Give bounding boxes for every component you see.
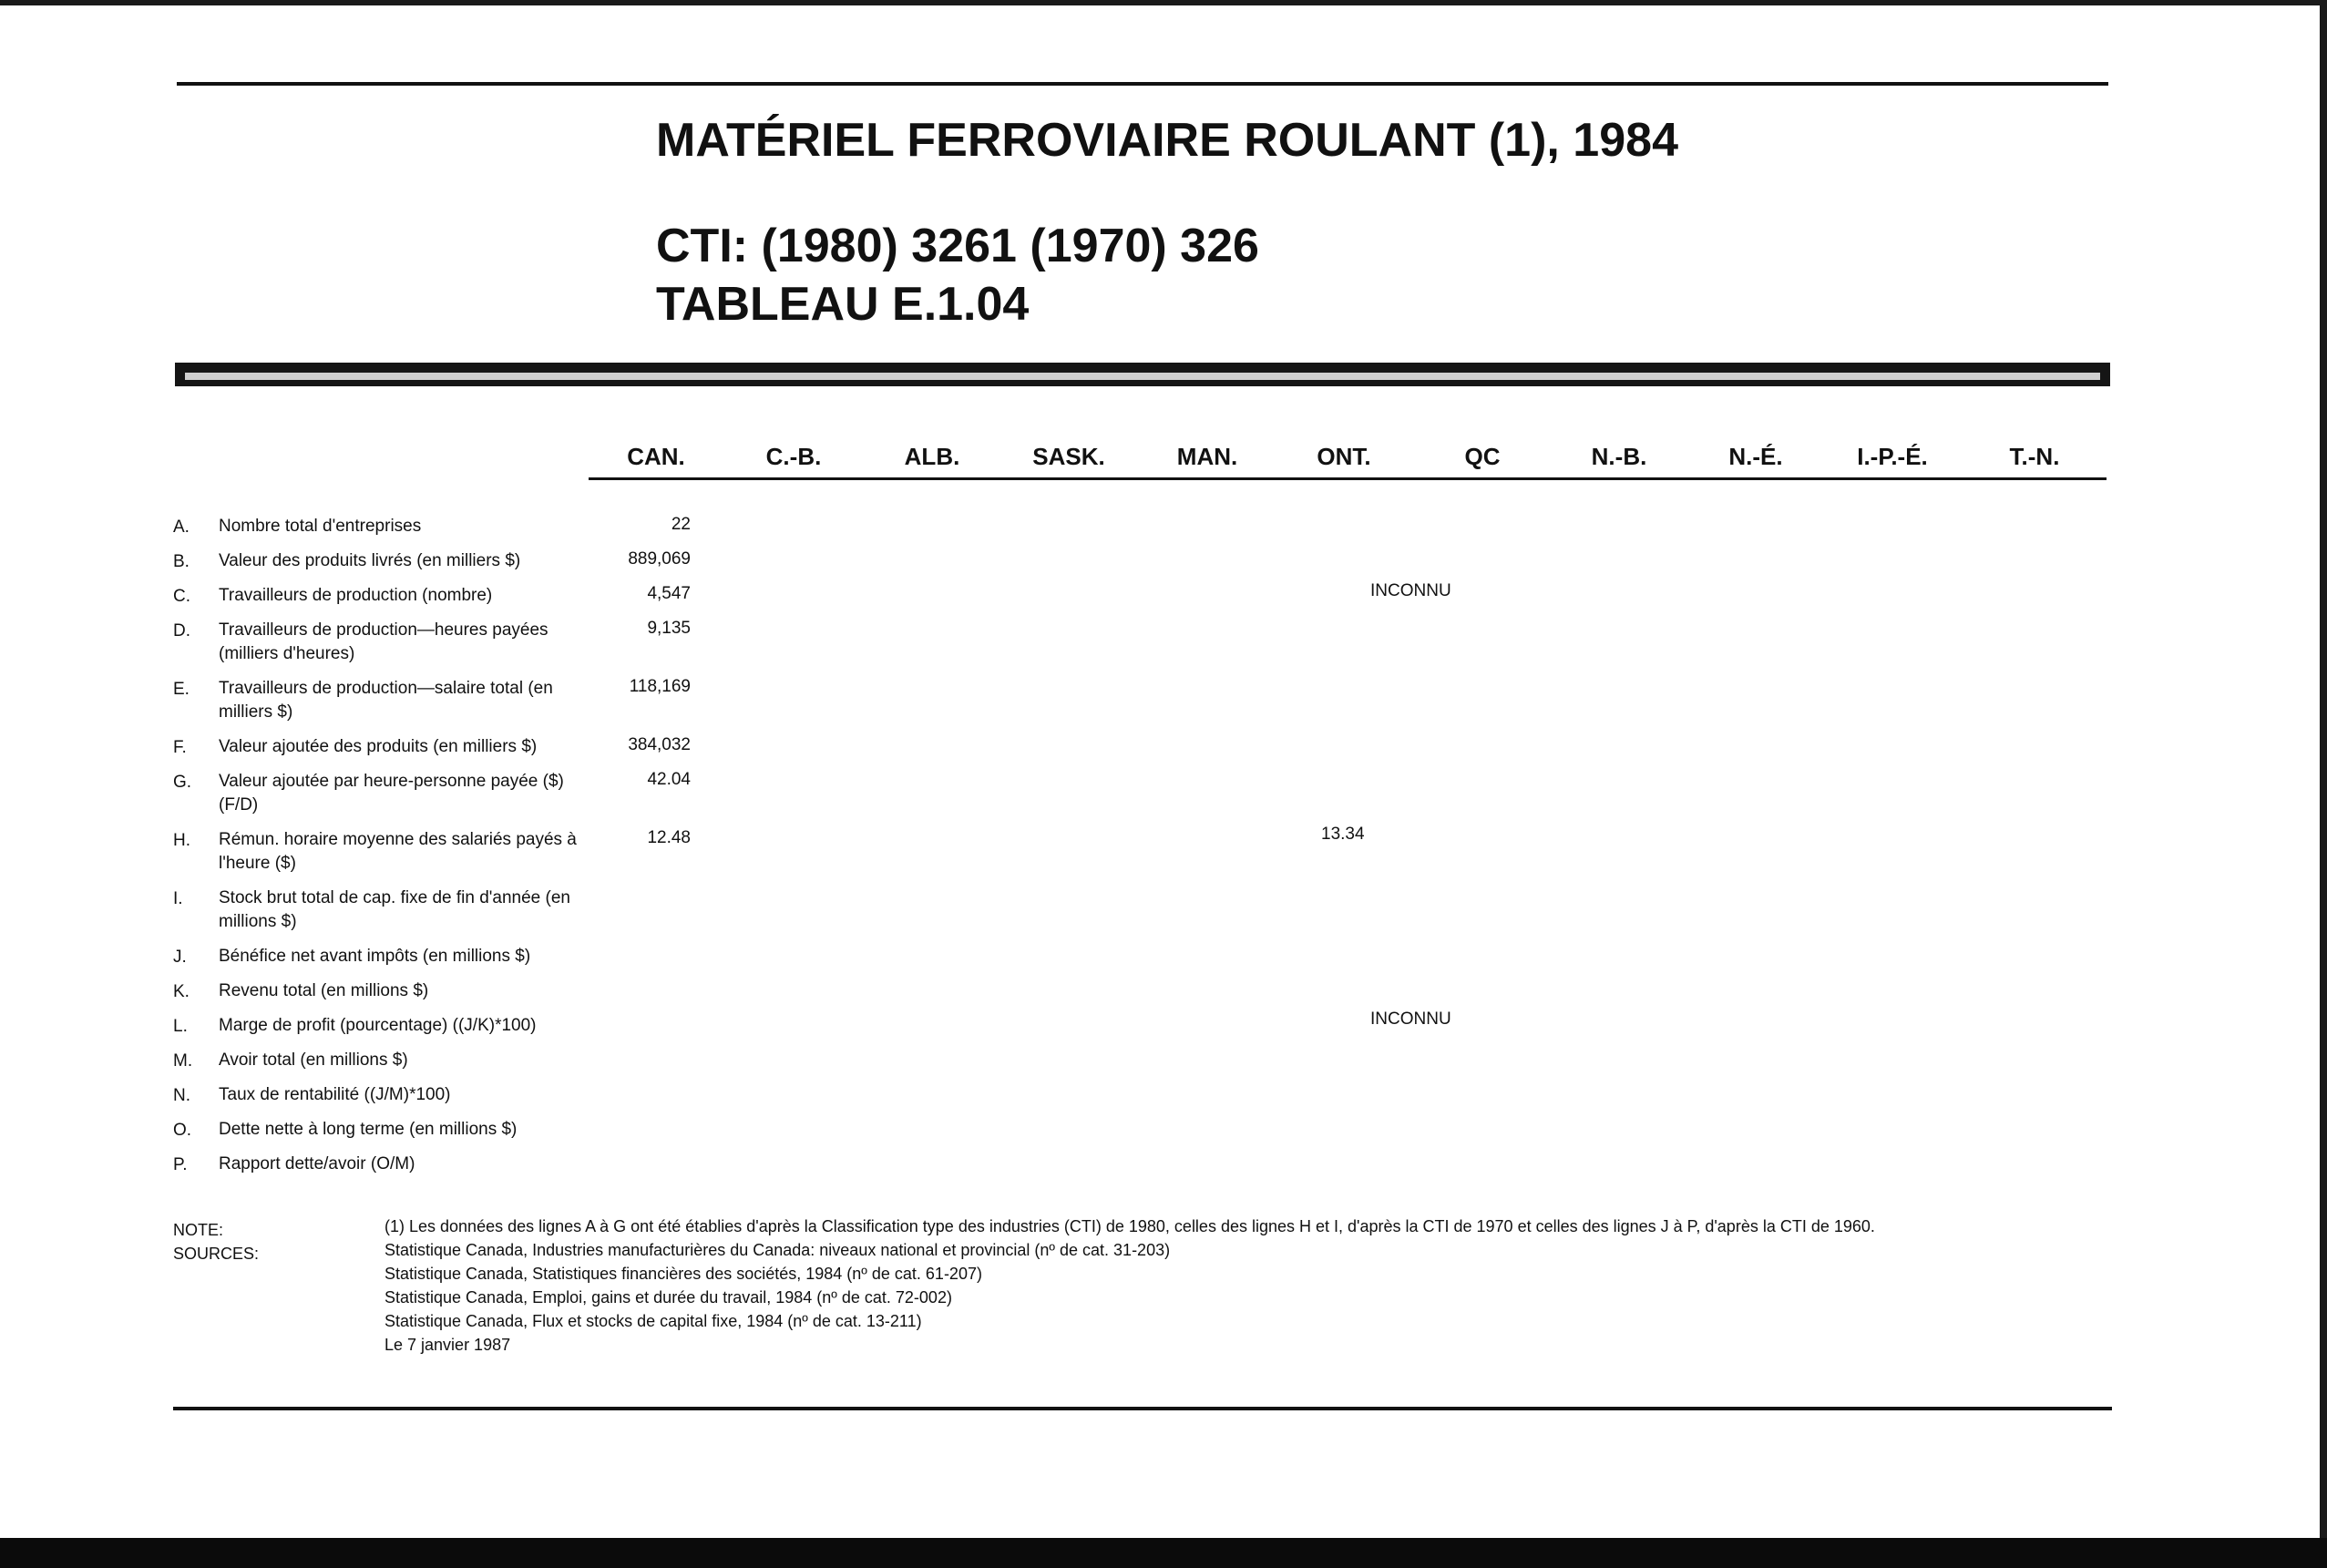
note-label: NOTE: <box>173 1221 224 1239</box>
row-value-can: 4,547 <box>647 584 691 603</box>
row-value-can: 22 <box>671 515 691 534</box>
inconnu-label: INCONNU <box>1370 1009 1451 1029</box>
source-item: Statistique Canada, Statistiques financières des sociétés, 1984 (nº de cat. 61-207) <box>384 1265 982 1283</box>
col-qc: QC <box>1464 443 1501 470</box>
cti-code: CTI: (1980) 3261 (1970) 326 <box>656 220 1259 272</box>
row-label: Taux de rentabilité ((J/M)*100) <box>219 1085 451 1104</box>
note-text: (1) Les données des lignes A à G ont été établies d'après la Classification type des industries (CTI) de 1980, celles des lignes H et I, d'après la CTI de 1970 et celles des lignes J à P, d'après la CTI de 1960. <box>384 1217 1875 1235</box>
row-value-can: 384,032 <box>628 735 691 754</box>
row-label: Bénéfice net avant impôts (en millions $) <box>219 947 531 966</box>
row-label: Rémun. horaire moyenne des salariés payés à l'heure ($) <box>219 830 577 873</box>
header-divider-bar <box>175 363 2110 386</box>
row-letter: L. <box>173 1017 188 1036</box>
row-letter: J. <box>173 948 187 967</box>
row-letter: F. <box>173 738 187 757</box>
col-sask: SASK. <box>1032 443 1105 470</box>
sources-label: SOURCES: <box>173 1245 260 1263</box>
row-letter: O. <box>173 1121 192 1140</box>
row-label: Revenu total (en millions $) <box>219 981 429 1000</box>
scan-top-edge <box>0 0 2327 5</box>
row-label: Rapport dette/avoir (O/M) <box>219 1154 415 1173</box>
col-ne: N.-É. <box>1728 443 1783 470</box>
col-ipe: I.-P.-É. <box>1857 443 1928 470</box>
col-man: MAN. <box>1176 443 1238 470</box>
row-letter: B. <box>173 552 190 571</box>
row-letter: I. <box>173 889 183 908</box>
page-title: MATÉRIEL FERROVIAIRE ROULANT (1), 1984 <box>656 114 1678 167</box>
row-value-can: 9,135 <box>647 619 691 638</box>
row-letter: M. <box>173 1051 193 1071</box>
col-tn: T.-N. <box>2009 443 2060 470</box>
col-ont: ONT. <box>1317 443 1371 470</box>
table-id: TABLEAU E.1.04 <box>656 278 1030 331</box>
row-letter: D. <box>173 621 190 641</box>
inconnu-label: INCONNU <box>1370 581 1451 600</box>
col-cb: C.-B. <box>765 443 822 470</box>
row-label: Avoir total (en millions $) <box>219 1050 408 1070</box>
row-letter: G. <box>173 773 192 792</box>
bottom-rule <box>173 1407 2112 1410</box>
row-label: Travailleurs de production—salaire total (en milliers $) <box>219 679 553 722</box>
row-label: Valeur ajoutée par heure-personne payée ($) (F/D) <box>219 772 564 815</box>
col-alb: ALB. <box>904 443 960 470</box>
row-label: Nombre total d'entreprises <box>219 517 422 536</box>
col-nb: N.-B. <box>1591 443 1647 470</box>
source-item: Statistique Canada, Flux et stocks de capital fixe, 1984 (nº de cat. 13-211) <box>384 1312 922 1330</box>
top-rule <box>177 82 2108 86</box>
row-letter: E. <box>173 680 190 699</box>
row-label: Stock brut total de cap. fixe de fin d'année (en millions $) <box>219 888 570 931</box>
row-letter: C. <box>173 587 190 606</box>
scan-bottom-edge <box>0 1538 2327 1568</box>
source-item: Statistique Canada, Emploi, gains et durée du travail, 1984 (nº de cat. 72-002) <box>384 1288 952 1307</box>
column-header-rule <box>589 477 2107 480</box>
col-can: CAN. <box>627 443 685 470</box>
row-letter: P. <box>173 1155 188 1174</box>
row-value-can: 12.48 <box>647 828 691 847</box>
source-item: Statistique Canada, Industries manufacturières du Canada: niveaux national et provincial (nº de cat. 31-203) <box>384 1241 1171 1259</box>
date-line: Le 7 janvier 1987 <box>384 1336 511 1354</box>
row-value-can: 889,069 <box>628 549 691 569</box>
row-label: Travailleurs de production (nombre) <box>219 586 493 605</box>
row-letter: N. <box>173 1086 190 1105</box>
row-label: Valeur des produits livrés (en milliers $) <box>219 551 521 570</box>
row-label: Valeur ajoutée des produits (en milliers $) <box>219 737 538 756</box>
row-value-can: 118,169 <box>629 677 691 696</box>
row-letter: H. <box>173 831 190 850</box>
row-label: Dette nette à long terme (en millions $) <box>219 1120 518 1139</box>
row-label: Marge de profit (pourcentage) ((J/K)*100) <box>219 1016 537 1035</box>
ont-value-h: 13.34 <box>1321 825 1365 844</box>
row-letter: K. <box>173 982 190 1001</box>
row-label: Travailleurs de production—heures payées (milliers d'heures) <box>219 620 548 663</box>
scan-right-edge <box>2320 0 2327 1568</box>
row-letter: A. <box>173 518 190 537</box>
row-value-can: 42.04 <box>647 770 691 789</box>
